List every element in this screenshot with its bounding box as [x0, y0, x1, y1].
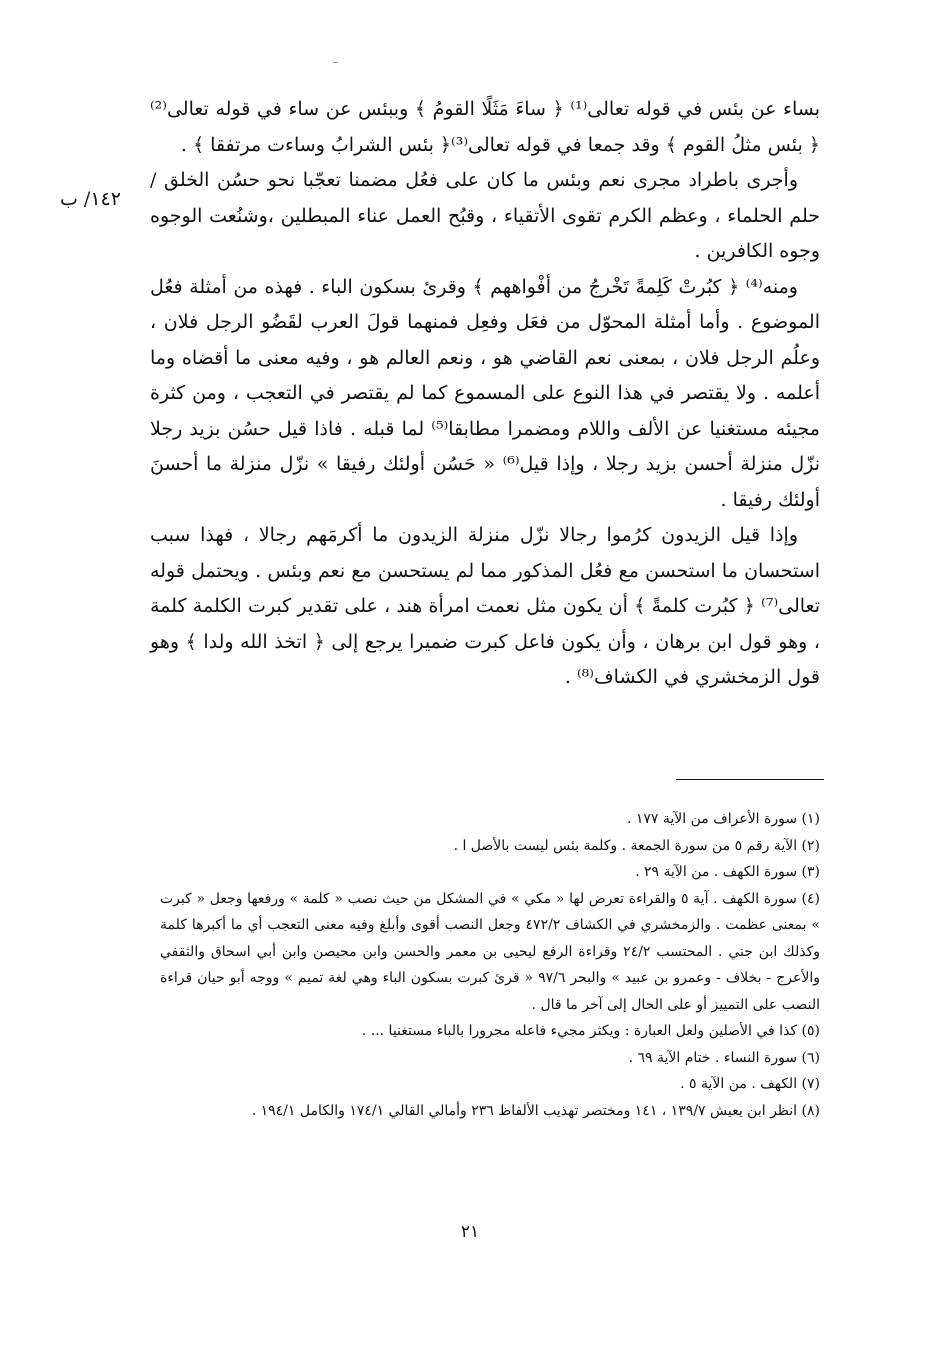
scan-speck	[333, 62, 338, 63]
footnote-5: (٥) كذا في الأصلين ولعل العبارة : ويكثر مجيء فاعله مجرورا بالباء مستغنيا ... .	[361, 1023, 820, 1039]
paragraph-2: وأجرى باطراد مجرى نعم وبئس ما كان على فعُل مضمنا تعجّبا نحو حسُن الخلق / حلم الحلماء ، وعظم الكرم تقوى الأتقياء ، وقبُح العمل عناء المبطلين ،وشنُعت الوجوه وجوه الكافرين .	[150, 169, 820, 262]
paragraph-3: ومنه⁽⁴⁾ ﴿ كبُرتْ كَلِمةً تَخْرجُ من أفْواههم ﴾ وقرئ بسكون الباء . فهذه من أمثلة فعُل الموضوع . وأما أمثلة المحوّل من فعَل وفعِل فمنهما قولَ العرب لقَضُو الرجل فلان ، وعلُم الرجل فلان ، بمعنى نعم القاضي هو ، ونعم العالم هو ، وفيه معنى ما أقضاه وما أعلمه . ولا يقتصر في هذا النوع على المسموع كما لم يقتصر في التعجب ، ومن كثرة مجيئه مستغنيا عن الألف واللام ومضمرا مطابقا⁽⁵⁾ لما قبله . فاذا قيل حسُن بزيد رجلا نزّل منزلة أحسن بزيد رجلا ، وإذا قيل⁽⁶⁾ « حَسُن أولئك رفيقا » نزّل منزلة ما أحسنَ أولئك رفيقا .	[150, 275, 820, 511]
footnotes	[160, 806, 820, 1124]
footnote-separator	[676, 779, 824, 780]
page-number: ٢١	[460, 1222, 480, 1242]
footnote-4: (٤) سورة الكهف . آية ٥ والقراءة تعرض لها « مكي » في المشكل من حيث نصب « كلمة » ورفعها وجعل « كبرت » بمعنى عظمت . والزمخشري في الكشاف ٤٧٢/٢ وجعل النصب أقوى وأبلغ وفيه معنى التعجب أي ما أكبرها كلمة وكذلك ابن جني . المحتسب ٢٤/٢ وقراءة الرفع ليحيى بن معمر والحسن وابن محيصن وابن أبي اسحاق والثقفي والأعرج - بخلاف - وعمرو بن عبيد » والبحر ٩٧/٦ « قرئ كبرت بسكون الباء وهي لغة تميم » ووجه أبو حيان قراءة النصب على التمييز أو على الحال إلى آخر ما قال .	[160, 890, 821, 1013]
footnote-2: (٢) الآية رقم ٥ من سورة الجمعة . وكلمة بئس ليست بالأصل ا .	[453, 837, 820, 854]
paragraph-1: بساء عن بئس في قوله تعالى⁽¹⁾ ﴿ ساءَ مَثَلًا القومُ ﴾ وببئس عن ساء في قوله تعالى⁽²⁾﴿ بئس مثلُ القوم ﴾ وقد جمعا في قوله تعالى⁽³⁾﴿ بئس الشرابُ وساءت مرتفقا ﴾ .	[150, 98, 820, 156]
footnote-6: (٦) سورة النساء . ختام الآية ٦٩ .	[628, 1049, 820, 1066]
marginal-folio-note: ١٤٢/ ب	[60, 188, 121, 210]
paragraph-4: وإذا قيل الزيدون كرُموا رجالا نزّل منزلة الزيدون ما أكرمَهم رجالا ، فهذا سبب استحسان ما استحسن مع فعُل المذكور مما لم يستحسن مع نعم وبئس . ويحتمل قوله تعالى⁽⁷⁾ ﴿ كبُرت كلمةً ﴾ أن يكون مثل نعمت امرأة هند ، على تقدير كبرت الكلمة كلمة ، وهو قول ابن برهان ، وأن يكون فاعل كبرت ضميرا يرجع إلى ﴿ اتخذ الله ولدا ﴾ وهو قول الزمخشري في الكشاف⁽⁸⁾ .	[150, 524, 820, 688]
footnote-1: (١) سورة الأعراف من الآية ١٧٧ .	[626, 811, 820, 827]
footnote-7: (٧) الكهف . من الآية ٥ .	[680, 1076, 820, 1092]
footnote-3: (٣) سورة الكهف . من الآية ٢٩ .	[635, 864, 820, 880]
main-text	[150, 92, 820, 696]
footnote-8: (٨) انظر ابن يعيش ١٣٩/٧ ، ١٤١ ومختصر تهذيب الألفاظ ٢٣٦ وأمالي القالي ١٧٤/١ والكامل ١٩٤/١ .	[251, 1102, 820, 1119]
